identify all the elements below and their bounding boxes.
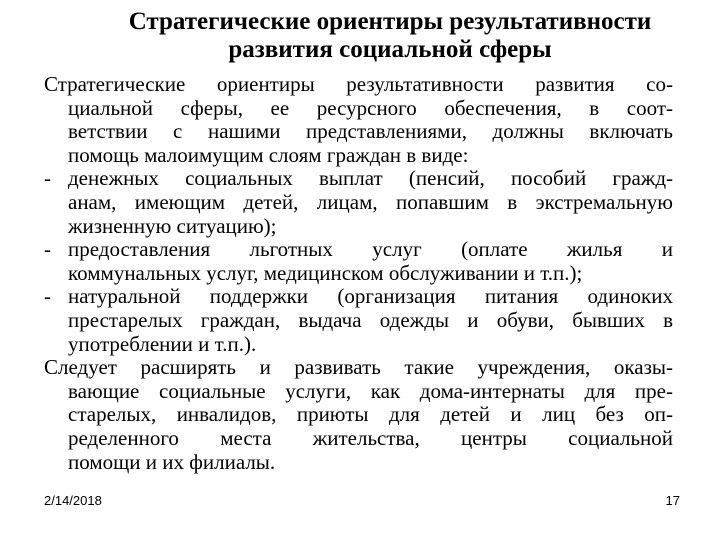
text-line: коммунальных услуг, медицинском обслуживании и т.п.); bbox=[68, 260, 583, 285]
dash-bullet: - bbox=[44, 284, 51, 309]
slide-title bbox=[60, 8, 720, 64]
title-line: развития социальной сферы bbox=[228, 36, 552, 63]
list-item bbox=[44, 238, 673, 285]
text-line: денежных социальных выплат (пенсий, пособий гражд- bbox=[68, 166, 673, 191]
text-line: помощи и их филиалы. bbox=[68, 449, 276, 474]
text-line: циальной сферы, ее ресурсного обеспечения, в соот- bbox=[68, 95, 673, 120]
text-line: вающие социальные услуги, как дома-интернаты для пре- bbox=[68, 378, 673, 403]
text-line: употреблении и т.п.). bbox=[68, 331, 257, 356]
text-line: помощь малоимущим слоям граждан в виде: bbox=[68, 142, 469, 167]
footer-date: 2/14/2018 bbox=[44, 493, 102, 508]
text-line: Стратегические ориентиры результативности развития со- bbox=[44, 72, 673, 96]
text-line: старелых, инвалидов, приюты для детей и лиц без оп- bbox=[68, 402, 673, 427]
intro-paragraph bbox=[44, 73, 673, 167]
list-item bbox=[44, 167, 673, 238]
dash-bullet: - bbox=[44, 237, 51, 262]
text-line: жизненную ситуацию); bbox=[68, 213, 277, 238]
text-line: анам, имеющим детей, лицам, попавшим в экстремальную bbox=[68, 189, 673, 214]
text-line: ределенного места жительства, центры социальной bbox=[68, 425, 673, 450]
list-item bbox=[44, 285, 673, 356]
text-line: натуральной поддержки (организация питания одиноких bbox=[68, 284, 673, 309]
closing-paragraph bbox=[44, 356, 673, 474]
title-line: Стратегические ориентиры результативности bbox=[128, 8, 652, 35]
text-line: ветствии с нашими представлениями, должны включать bbox=[68, 119, 673, 144]
page-number: 17 bbox=[665, 493, 680, 508]
text-line: предоставления льготных услуг (оплате жилья и bbox=[68, 237, 673, 262]
text-line: престарелых граждан, выдача одежды и обуви, бывших в bbox=[68, 307, 673, 332]
text-line: Следует расширять и развивать такие учреждения, оказы- bbox=[44, 355, 673, 380]
slide-body bbox=[44, 73, 673, 474]
dash-bullet: - bbox=[44, 166, 51, 191]
